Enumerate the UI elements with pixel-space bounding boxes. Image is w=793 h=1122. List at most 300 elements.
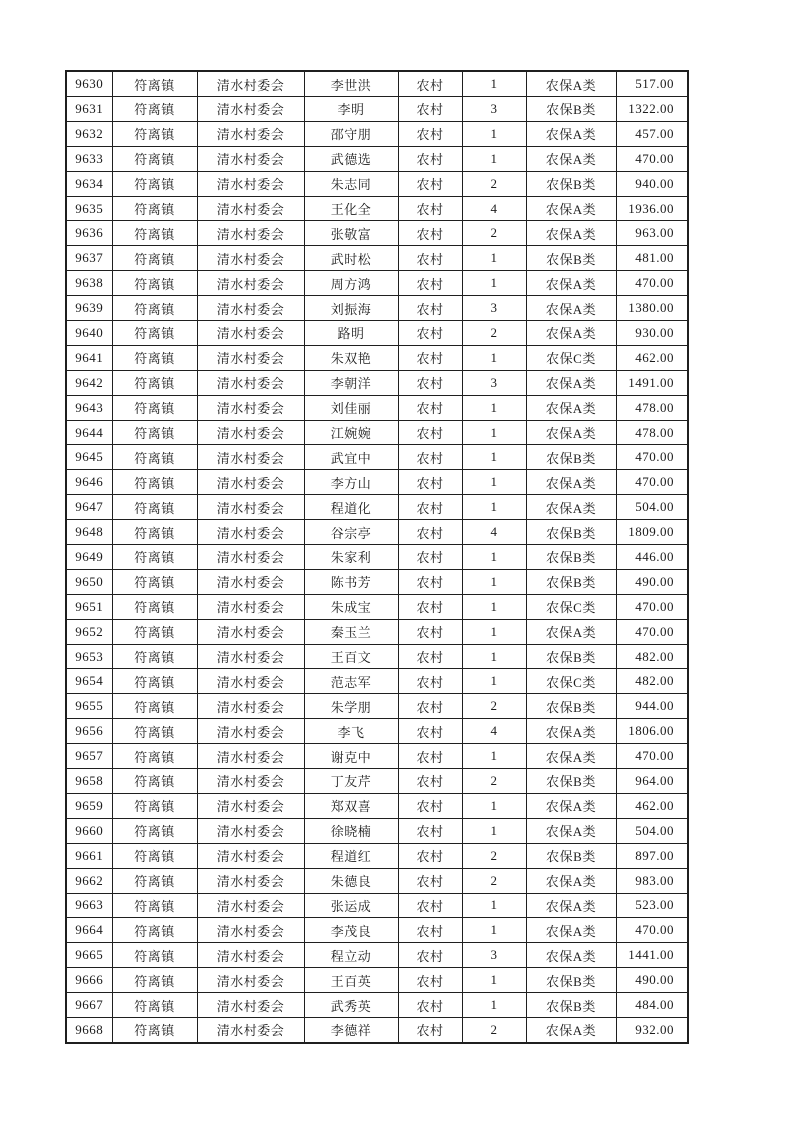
- table-cell: 504.00: [616, 818, 688, 843]
- table-cell: 农村: [398, 793, 462, 818]
- table-cell: 农村: [398, 694, 462, 719]
- table-cell: 邵守朋: [304, 121, 398, 146]
- table-cell: 符离镇: [112, 395, 197, 420]
- table-cell: 2: [462, 769, 526, 794]
- table-cell: 李世洪: [304, 71, 398, 97]
- table-cell: 符离镇: [112, 71, 197, 97]
- table-cell: 符离镇: [112, 271, 197, 296]
- table-cell: 964.00: [616, 769, 688, 794]
- table-cell: 农保C类: [526, 594, 616, 619]
- table-cell: 农村: [398, 121, 462, 146]
- table-cell: 9668: [66, 1017, 112, 1043]
- table-cell: 农保B类: [526, 97, 616, 122]
- table-cell: 农保A类: [526, 221, 616, 246]
- table-cell: 1: [462, 594, 526, 619]
- table-row: [66, 71, 688, 97]
- table-cell: 农保A类: [526, 121, 616, 146]
- table-cell: 9630: [66, 71, 112, 97]
- table-row: [66, 97, 688, 122]
- table-cell: 470.00: [616, 594, 688, 619]
- table-cell: 农村: [398, 744, 462, 769]
- table-cell: 清水村委会: [197, 594, 304, 619]
- table-cell: 9650: [66, 569, 112, 594]
- table-cell: 符离镇: [112, 943, 197, 968]
- table-cell: 农村: [398, 868, 462, 893]
- table-row: [66, 470, 688, 495]
- table-cell: 9660: [66, 818, 112, 843]
- table-cell: 秦玉兰: [304, 619, 398, 644]
- table-cell: 清水村委会: [197, 370, 304, 395]
- table-cell: 1441.00: [616, 943, 688, 968]
- table-cell: 523.00: [616, 893, 688, 918]
- table-cell: 470.00: [616, 470, 688, 495]
- table-cell: 农村: [398, 669, 462, 694]
- table-row: [66, 370, 688, 395]
- table-cell: 武宜中: [304, 445, 398, 470]
- table-cell: 9635: [66, 196, 112, 221]
- table-cell: 983.00: [616, 868, 688, 893]
- table-cell: 1: [462, 470, 526, 495]
- table-cell: 谷宗亭: [304, 520, 398, 545]
- table-cell: 农保B类: [526, 569, 616, 594]
- table-cell: 农村: [398, 470, 462, 495]
- table-cell: 9649: [66, 545, 112, 570]
- table-cell: 清水村委会: [197, 420, 304, 445]
- table-cell: 清水村委会: [197, 470, 304, 495]
- table-cell: 9653: [66, 644, 112, 669]
- table-cell: 3: [462, 943, 526, 968]
- table-row: [66, 171, 688, 196]
- table-cell: 农村: [398, 71, 462, 97]
- table-cell: 清水村委会: [197, 271, 304, 296]
- table-cell: 9640: [66, 321, 112, 346]
- table-cell: 符离镇: [112, 196, 197, 221]
- table-cell: 清水村委会: [197, 943, 304, 968]
- table-cell: 农村: [398, 146, 462, 171]
- table-cell: 谢克中: [304, 744, 398, 769]
- table-cell: 农村: [398, 943, 462, 968]
- table-cell: 9632: [66, 121, 112, 146]
- table-cell: 9664: [66, 918, 112, 943]
- table-cell: 9667: [66, 993, 112, 1018]
- table-cell: 517.00: [616, 71, 688, 97]
- table-cell: 504.00: [616, 495, 688, 520]
- table-cell: 清水村委会: [197, 868, 304, 893]
- table-cell: 符离镇: [112, 694, 197, 719]
- table-row: [66, 694, 688, 719]
- table-cell: 符离镇: [112, 97, 197, 122]
- table-cell: 程立动: [304, 943, 398, 968]
- table-cell: 1: [462, 495, 526, 520]
- table-cell: 程道红: [304, 843, 398, 868]
- table-cell: 刘振海: [304, 296, 398, 321]
- table-cell: 农保A类: [526, 146, 616, 171]
- table-cell: 农村: [398, 445, 462, 470]
- table-cell: 丁友芹: [304, 769, 398, 794]
- table-cell: 农保A类: [526, 395, 616, 420]
- table-cell: 农村: [398, 644, 462, 669]
- table-cell: 清水村委会: [197, 669, 304, 694]
- table-cell: 1: [462, 918, 526, 943]
- table-cell: 农保B类: [526, 694, 616, 719]
- table-cell: 农村: [398, 968, 462, 993]
- table-cell: 484.00: [616, 993, 688, 1018]
- table-cell: 张运成: [304, 893, 398, 918]
- table-cell: 1: [462, 893, 526, 918]
- table-cell: 农保A类: [526, 868, 616, 893]
- table-cell: 9665: [66, 943, 112, 968]
- table-cell: 清水村委会: [197, 171, 304, 196]
- table-cell: 符离镇: [112, 420, 197, 445]
- table-cell: 9666: [66, 968, 112, 993]
- table-cell: 符离镇: [112, 569, 197, 594]
- table-cell: 农保B类: [526, 171, 616, 196]
- table-cell: 农保A类: [526, 719, 616, 744]
- table-cell: 3: [462, 370, 526, 395]
- table-cell: 符离镇: [112, 719, 197, 744]
- table-row: [66, 221, 688, 246]
- table-cell: 1809.00: [616, 520, 688, 545]
- table-cell: 470.00: [616, 619, 688, 644]
- table-cell: 武秀英: [304, 993, 398, 1018]
- table-cell: 农村: [398, 1017, 462, 1043]
- table-row: [66, 1017, 688, 1043]
- table-cell: 农保A类: [526, 420, 616, 445]
- table-cell: 农村: [398, 296, 462, 321]
- table-body: [66, 71, 688, 1043]
- table-cell: 1: [462, 121, 526, 146]
- table-cell: 农保A类: [526, 818, 616, 843]
- table-cell: 清水村委会: [197, 893, 304, 918]
- table-cell: 9646: [66, 470, 112, 495]
- table-cell: 1: [462, 420, 526, 445]
- table-row: [66, 495, 688, 520]
- table-row: [66, 246, 688, 271]
- table-cell: 1: [462, 968, 526, 993]
- table-cell: 9652: [66, 619, 112, 644]
- table-row: [66, 644, 688, 669]
- table-cell: 农村: [398, 893, 462, 918]
- table-row: [66, 445, 688, 470]
- table-row: [66, 793, 688, 818]
- table-cell: 王百英: [304, 968, 398, 993]
- table-row: [66, 345, 688, 370]
- table-cell: 清水村委会: [197, 121, 304, 146]
- table-cell: 农村: [398, 246, 462, 271]
- table-cell: 符离镇: [112, 619, 197, 644]
- table-cell: 清水村委会: [197, 545, 304, 570]
- table-cell: 符离镇: [112, 843, 197, 868]
- table-cell: 农村: [398, 594, 462, 619]
- table-cell: 2: [462, 1017, 526, 1043]
- table-cell: 符离镇: [112, 918, 197, 943]
- table-cell: 符离镇: [112, 121, 197, 146]
- table-cell: 清水村委会: [197, 719, 304, 744]
- table-cell: 1: [462, 271, 526, 296]
- table-cell: 农村: [398, 918, 462, 943]
- table-cell: 农村: [398, 619, 462, 644]
- table-cell: 农保A类: [526, 321, 616, 346]
- table-cell: 清水村委会: [197, 146, 304, 171]
- table-cell: 符离镇: [112, 545, 197, 570]
- table-cell: 农保B类: [526, 246, 616, 271]
- table-cell: 李德祥: [304, 1017, 398, 1043]
- table-cell: 农村: [398, 221, 462, 246]
- table-cell: 清水村委会: [197, 196, 304, 221]
- table-cell: 清水村委会: [197, 71, 304, 97]
- table-cell: 农村: [398, 420, 462, 445]
- table-cell: 9636: [66, 221, 112, 246]
- table-cell: 2: [462, 694, 526, 719]
- table-cell: 462.00: [616, 345, 688, 370]
- table-cell: 1: [462, 744, 526, 769]
- table-row: [66, 818, 688, 843]
- table-cell: 符离镇: [112, 470, 197, 495]
- table-cell: 470.00: [616, 271, 688, 296]
- table-cell: 朱成宝: [304, 594, 398, 619]
- table-row: [66, 594, 688, 619]
- table-cell: 清水村委会: [197, 97, 304, 122]
- table-row: [66, 121, 688, 146]
- table-cell: 符离镇: [112, 520, 197, 545]
- table-cell: 朱学朋: [304, 694, 398, 719]
- table-cell: 符离镇: [112, 893, 197, 918]
- table-cell: 1: [462, 669, 526, 694]
- table-cell: 农村: [398, 843, 462, 868]
- table-cell: 范志军: [304, 669, 398, 694]
- table-row: [66, 321, 688, 346]
- table-cell: 李朝洋: [304, 370, 398, 395]
- table-cell: 1380.00: [616, 296, 688, 321]
- table-cell: 清水村委会: [197, 246, 304, 271]
- table-cell: 1491.00: [616, 370, 688, 395]
- table-cell: 1: [462, 445, 526, 470]
- table-cell: 符离镇: [112, 321, 197, 346]
- table-cell: 清水村委会: [197, 520, 304, 545]
- table-cell: 武时松: [304, 246, 398, 271]
- table-cell: 农保A类: [526, 793, 616, 818]
- table-cell: 符离镇: [112, 146, 197, 171]
- table-cell: 符离镇: [112, 370, 197, 395]
- table-cell: 陈书芳: [304, 569, 398, 594]
- table-cell: 农保B类: [526, 968, 616, 993]
- table-cell: 清水村委会: [197, 918, 304, 943]
- table-cell: 462.00: [616, 793, 688, 818]
- table-cell: 农村: [398, 495, 462, 520]
- table-cell: 符离镇: [112, 793, 197, 818]
- table-cell: 478.00: [616, 395, 688, 420]
- table-cell: 武德选: [304, 146, 398, 171]
- table-cell: 1: [462, 619, 526, 644]
- table-cell: 4: [462, 196, 526, 221]
- table-cell: 农保B类: [526, 769, 616, 794]
- table-cell: 清水村委会: [197, 296, 304, 321]
- table-cell: 农村: [398, 370, 462, 395]
- table-cell: 农保B类: [526, 843, 616, 868]
- table-cell: 农保A类: [526, 918, 616, 943]
- table-cell: 9645: [66, 445, 112, 470]
- table-cell: 9644: [66, 420, 112, 445]
- table-cell: 4: [462, 719, 526, 744]
- table-cell: 490.00: [616, 569, 688, 594]
- table-cell: 9639: [66, 296, 112, 321]
- table-cell: 李飞: [304, 719, 398, 744]
- table-cell: 9658: [66, 769, 112, 794]
- table-cell: 李明: [304, 97, 398, 122]
- table-cell: 9638: [66, 271, 112, 296]
- table-cell: 9643: [66, 395, 112, 420]
- table-cell: 2: [462, 221, 526, 246]
- table-cell: 农保A类: [526, 619, 616, 644]
- table-cell: 482.00: [616, 669, 688, 694]
- table-cell: 农保A类: [526, 495, 616, 520]
- table-cell: 9657: [66, 744, 112, 769]
- table-cell: 符离镇: [112, 993, 197, 1018]
- table-row: [66, 744, 688, 769]
- table-row: [66, 296, 688, 321]
- table-cell: 农村: [398, 171, 462, 196]
- table-cell: 1: [462, 395, 526, 420]
- table-cell: 农村: [398, 321, 462, 346]
- table-cell: 1: [462, 993, 526, 1018]
- table-cell: 清水村委会: [197, 321, 304, 346]
- table-row: [66, 545, 688, 570]
- table-cell: 农保A类: [526, 370, 616, 395]
- table-cell: 郑双喜: [304, 793, 398, 818]
- table-cell: 符离镇: [112, 669, 197, 694]
- table-cell: 1806.00: [616, 719, 688, 744]
- table-cell: 1: [462, 569, 526, 594]
- table-cell: 932.00: [616, 1017, 688, 1043]
- table-cell: 农保A类: [526, 196, 616, 221]
- table-cell: 9642: [66, 370, 112, 395]
- table-cell: 清水村委会: [197, 221, 304, 246]
- table-cell: 农保B类: [526, 520, 616, 545]
- table-cell: 清水村委会: [197, 395, 304, 420]
- table-row: [66, 420, 688, 445]
- table-cell: 农保A类: [526, 1017, 616, 1043]
- table-cell: 符离镇: [112, 495, 197, 520]
- table-cell: 符离镇: [112, 594, 197, 619]
- table-cell: 清水村委会: [197, 619, 304, 644]
- table-cell: 符离镇: [112, 644, 197, 669]
- table-cell: 农保A类: [526, 744, 616, 769]
- table-cell: 9641: [66, 345, 112, 370]
- table-cell: 农村: [398, 97, 462, 122]
- table-cell: 1322.00: [616, 97, 688, 122]
- table-cell: 农村: [398, 818, 462, 843]
- table-row: [66, 669, 688, 694]
- table-cell: 9651: [66, 594, 112, 619]
- table-cell: 清水村委会: [197, 968, 304, 993]
- table-cell: 农保C类: [526, 669, 616, 694]
- table-cell: 2: [462, 321, 526, 346]
- table-cell: 963.00: [616, 221, 688, 246]
- table-cell: 3: [462, 97, 526, 122]
- table-cell: 清水村委会: [197, 644, 304, 669]
- table-cell: 1: [462, 345, 526, 370]
- table-cell: 符离镇: [112, 246, 197, 271]
- table-cell: 清水村委会: [197, 744, 304, 769]
- table-cell: 徐晓楠: [304, 818, 398, 843]
- table-cell: 446.00: [616, 545, 688, 570]
- table-row: [66, 619, 688, 644]
- table-cell: 9662: [66, 868, 112, 893]
- table-cell: 农村: [398, 520, 462, 545]
- table-cell: 农保A类: [526, 943, 616, 968]
- table-cell: 9663: [66, 893, 112, 918]
- table-row: [66, 843, 688, 868]
- table-cell: 9634: [66, 171, 112, 196]
- table-cell: 930.00: [616, 321, 688, 346]
- table-cell: 农保A类: [526, 271, 616, 296]
- table-cell: 470.00: [616, 445, 688, 470]
- table-cell: 清水村委会: [197, 345, 304, 370]
- table-cell: 朱双艳: [304, 345, 398, 370]
- table-cell: 9631: [66, 97, 112, 122]
- table-cell: 农村: [398, 395, 462, 420]
- table-cell: 9637: [66, 246, 112, 271]
- table-cell: 1: [462, 644, 526, 669]
- table-cell: 944.00: [616, 694, 688, 719]
- table-cell: 9655: [66, 694, 112, 719]
- table-cell: 农保A类: [526, 296, 616, 321]
- table-row: [66, 146, 688, 171]
- table-cell: 清水村委会: [197, 793, 304, 818]
- table-cell: 1: [462, 818, 526, 843]
- table-cell: 9654: [66, 669, 112, 694]
- table-cell: 2: [462, 171, 526, 196]
- table-cell: 457.00: [616, 121, 688, 146]
- table-cell: 朱家利: [304, 545, 398, 570]
- table-cell: 农保C类: [526, 345, 616, 370]
- table-cell: 农保A类: [526, 893, 616, 918]
- table-cell: 路明: [304, 321, 398, 346]
- table-cell: 符离镇: [112, 818, 197, 843]
- table-cell: 李方山: [304, 470, 398, 495]
- table-cell: 李茂良: [304, 918, 398, 943]
- table-cell: 朱德良: [304, 868, 398, 893]
- table-cell: 农村: [398, 993, 462, 1018]
- table-cell: 农村: [398, 271, 462, 296]
- table-cell: 符离镇: [112, 868, 197, 893]
- table-row: [66, 893, 688, 918]
- table-cell: 农村: [398, 196, 462, 221]
- table-cell: 符离镇: [112, 744, 197, 769]
- table-cell: 9633: [66, 146, 112, 171]
- table-cell: 9648: [66, 520, 112, 545]
- table-row: [66, 395, 688, 420]
- table-cell: 程道化: [304, 495, 398, 520]
- table-cell: 清水村委会: [197, 694, 304, 719]
- table-cell: 农村: [398, 719, 462, 744]
- table-cell: 朱志同: [304, 171, 398, 196]
- table-cell: 3: [462, 296, 526, 321]
- table-cell: 符离镇: [112, 171, 197, 196]
- table-row: [66, 569, 688, 594]
- table-cell: 490.00: [616, 968, 688, 993]
- table-cell: 9647: [66, 495, 112, 520]
- table-cell: 470.00: [616, 744, 688, 769]
- table-cell: 2: [462, 843, 526, 868]
- table-cell: 478.00: [616, 420, 688, 445]
- table-cell: 470.00: [616, 146, 688, 171]
- table-cell: 1936.00: [616, 196, 688, 221]
- table-cell: 清水村委会: [197, 495, 304, 520]
- table-cell: 清水村委会: [197, 818, 304, 843]
- table-cell: 清水村委会: [197, 843, 304, 868]
- table-cell: 农保A类: [526, 470, 616, 495]
